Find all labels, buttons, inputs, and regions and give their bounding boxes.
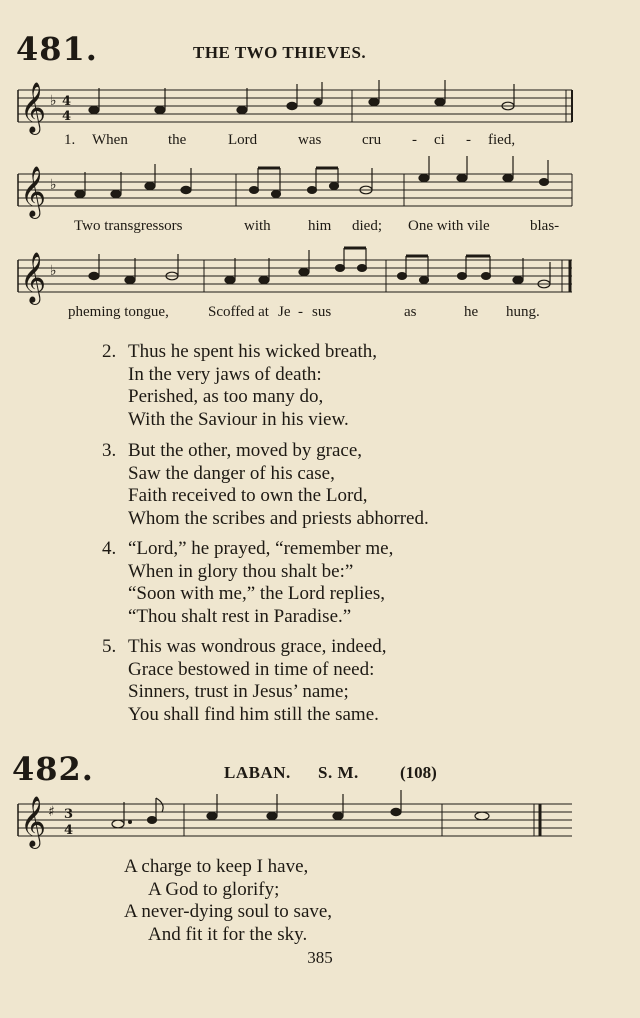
verse-3 xyxy=(102,440,429,530)
hymn-number: 481. xyxy=(16,30,98,68)
lyric-syllable: sus xyxy=(312,304,332,320)
hymn-title: THE TWO THIEVES. xyxy=(193,43,367,62)
verse-line: With the Saviour in his view. xyxy=(128,408,349,430)
lyric-syllable: blas- xyxy=(530,218,560,234)
music-staff-3 xyxy=(0,248,640,308)
svg-text:𝄞: 𝄞 xyxy=(20,796,47,847)
verse-line: “Lord,” he prayed, “remember me, xyxy=(128,538,394,559)
verse-line: Whom the scribes and priests abhorred. xyxy=(128,507,429,529)
verse-number: 4. xyxy=(102,538,117,559)
verse-line: Saw the danger of his case, xyxy=(128,462,335,484)
verse-line: Sinners, trust in Jesus’ name; xyxy=(128,681,349,702)
svg-text:3: 3 xyxy=(64,807,74,822)
tune-reference: (108) xyxy=(400,763,437,782)
lyric-syllable: One with vile xyxy=(408,218,490,234)
lyric-syllable: - xyxy=(412,132,417,148)
hymn-482-verse xyxy=(124,856,332,946)
lyric-syllable: with xyxy=(244,218,271,234)
verse-line: You shall find him still the same. xyxy=(128,703,379,725)
lyric-syllable: - xyxy=(466,132,471,148)
page-number: 385 xyxy=(307,948,333,967)
svg-text:4: 4 xyxy=(64,823,74,838)
lyric-syllable: Lord xyxy=(228,132,258,148)
lyric-syllable: him xyxy=(308,218,332,234)
verse-line: And fit it for the sky. xyxy=(148,923,308,945)
music-staff-1 xyxy=(0,78,640,138)
lyric-syllable: the xyxy=(168,132,187,148)
verse-number: 3. xyxy=(102,440,117,461)
lyric-syllable: was xyxy=(298,132,322,148)
hymn-number: 482. xyxy=(12,750,94,788)
lyric-syllable: cru xyxy=(362,132,382,148)
verse-4 xyxy=(102,538,393,628)
svg-text:♭: ♭ xyxy=(50,263,57,279)
verse-5 xyxy=(102,636,387,726)
svg-text:4: 4 xyxy=(62,94,72,109)
svg-text:♭: ♭ xyxy=(50,177,57,193)
lyric-syllable: pheming tongue, xyxy=(68,304,169,320)
verse-line: Perished, as too many do, xyxy=(128,386,324,407)
verse-number: 5. xyxy=(102,636,117,657)
verse-line: “Soon with me,” the Lord replies, xyxy=(128,583,385,604)
verse-line: In the very jaws of death: xyxy=(128,363,322,385)
lyric-syllable: Je xyxy=(278,304,291,320)
verse-line: Grace bestowed in time of need: xyxy=(128,658,375,680)
lyric-syllable: Two transgressors xyxy=(74,218,183,234)
lyric-syllable: he xyxy=(464,304,479,320)
verse-line: A never-dying soul to save, xyxy=(124,901,333,922)
svg-text:𝄞: 𝄞 xyxy=(20,166,47,217)
lyric-syllable: When xyxy=(92,132,128,148)
verse-2 xyxy=(102,341,377,431)
music-staff-2 xyxy=(0,162,640,222)
lyric-syllable: - xyxy=(298,304,303,320)
svg-text:♯: ♯ xyxy=(48,804,55,820)
verse-number: 2. xyxy=(102,341,117,362)
lyric-syllable: hung. xyxy=(506,304,540,320)
lyric-syllable: Scoffed at xyxy=(208,304,269,320)
verse-line: “Thou shalt rest in Paradise.” xyxy=(128,605,352,627)
lyric-syllable: ci xyxy=(434,132,445,148)
verse-line: When in glory thou shalt be:” xyxy=(128,560,354,582)
svg-text:𝄞: 𝄞 xyxy=(20,252,47,303)
svg-text:♭: ♭ xyxy=(50,93,57,109)
lyric-syllable: died; xyxy=(352,218,382,234)
hymn-title: LABAN. xyxy=(224,763,291,782)
verse-line: A God to glorify; xyxy=(148,878,280,900)
hymn-meter: S. M. xyxy=(318,763,359,782)
verse-line: This was wondrous grace, indeed, xyxy=(128,636,387,657)
verse-line: But the other, moved by grace, xyxy=(128,440,363,461)
verse-line: Thus he spent his wicked breath, xyxy=(128,341,378,362)
svg-text:𝄞: 𝄞 xyxy=(20,82,47,133)
music-staff-4 xyxy=(0,796,640,856)
verse-line: Faith received to own the Lord, xyxy=(128,485,368,506)
svg-text:4: 4 xyxy=(62,109,72,124)
lyric-syllable: as xyxy=(404,304,417,320)
lyric-syllable: 1. xyxy=(64,132,76,148)
verse-line: A charge to keep I have, xyxy=(124,856,309,877)
lyric-syllable: fied, xyxy=(488,132,516,148)
